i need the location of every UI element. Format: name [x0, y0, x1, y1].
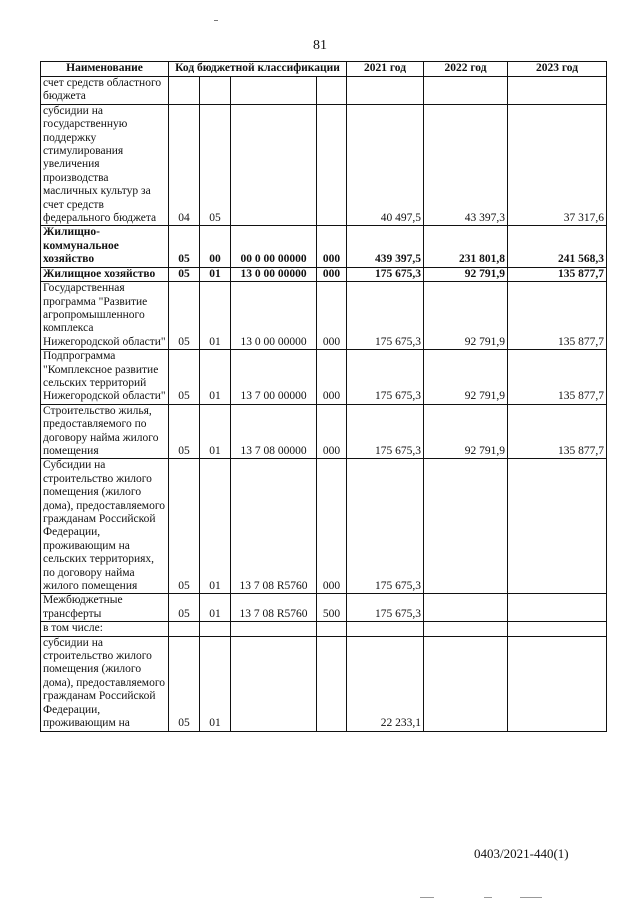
table-row — [41, 459, 607, 594]
cell-expense-type: 000 — [317, 282, 347, 350]
cell-target-article — [231, 77, 317, 105]
cell-section: 05 — [169, 350, 200, 405]
cell-section: 05 — [169, 267, 200, 281]
cell-2021: 175 675,3 — [347, 404, 424, 459]
cell-2022 — [424, 636, 508, 731]
cell-target-article — [231, 636, 317, 731]
cell-2022: 92 791,9 — [424, 350, 508, 405]
header-2022: 2022 год — [424, 62, 508, 77]
table-body — [41, 77, 607, 732]
cell-2022: 231 801,8 — [424, 226, 508, 267]
cell-section: 05 — [169, 226, 200, 267]
cell-expense-type — [317, 104, 347, 226]
table-row — [41, 226, 607, 267]
cell-2022 — [424, 622, 508, 636]
cell-name: субсидии на государственную поддержку стимулирования увеличения производства масличных культур за счет средств федерального бюджета — [41, 104, 169, 226]
cell-2022 — [424, 77, 508, 105]
cell-target-article: 13 7 08 R5760 — [231, 594, 317, 622]
cell-section: 05 — [169, 636, 200, 731]
header-2021: 2021 год — [347, 62, 424, 77]
cell-subsection: 01 — [200, 594, 231, 622]
cell-target-article: 13 0 00 00000 — [231, 267, 317, 281]
table-row — [41, 404, 607, 459]
cell-2023 — [508, 77, 607, 105]
cell-target-article: 00 0 00 00000 — [231, 226, 317, 267]
table-row — [41, 636, 607, 731]
cell-2023: 135 877,7 — [508, 404, 607, 459]
cell-2023: 37 317,6 — [508, 104, 607, 226]
cell-2023: 135 877,7 — [508, 267, 607, 281]
cell-section — [169, 77, 200, 105]
cell-target-article — [231, 104, 317, 226]
cell-expense-type: 000 — [317, 350, 347, 405]
cell-2022: 92 791,9 — [424, 282, 508, 350]
cell-2021: 175 675,3 — [347, 350, 424, 405]
cell-name: Субсидии на строительство жилого помещения (жилого дома), предоставляемого гражданам Российской Федерации, проживающим на сельских территориях, по договору найма жилого помещения — [41, 459, 169, 594]
table-row — [41, 267, 607, 281]
cell-2022 — [424, 594, 508, 622]
scan-mark — [484, 897, 492, 898]
cell-subsection: 01 — [200, 282, 231, 350]
page-number: 81 — [313, 38, 327, 53]
cell-subsection — [200, 622, 231, 636]
cell-2022: 43 397,3 — [424, 104, 508, 226]
cell-target-article: 13 7 08 00000 — [231, 404, 317, 459]
cell-2023 — [508, 622, 607, 636]
cell-expense-type: 500 — [317, 594, 347, 622]
cell-2021: 175 675,3 — [347, 594, 424, 622]
budget-table — [40, 61, 607, 732]
cell-name: Подпрограмма "Комплексное развитие сельских территорий Нижегородской области" — [41, 350, 169, 405]
table-header-row — [41, 62, 607, 77]
header-name: Наименование — [41, 62, 169, 77]
cell-2022: 92 791,9 — [424, 404, 508, 459]
cell-2021 — [347, 622, 424, 636]
table-row — [41, 350, 607, 405]
cell-target-article — [231, 622, 317, 636]
table-row — [41, 77, 607, 105]
scan-tick-mark — [214, 20, 218, 21]
cell-expense-type: 000 — [317, 267, 347, 281]
cell-section: 05 — [169, 282, 200, 350]
table-row — [41, 622, 607, 636]
cell-2021: 40 497,5 — [347, 104, 424, 226]
cell-2023: 241 568,3 — [508, 226, 607, 267]
cell-2021: 175 675,3 — [347, 459, 424, 594]
cell-expense-type: 000 — [317, 226, 347, 267]
cell-2021: 175 675,3 — [347, 282, 424, 350]
cell-subsection: 01 — [200, 350, 231, 405]
cell-expense-type — [317, 77, 347, 105]
cell-section: 05 — [169, 594, 200, 622]
header-code: Код бюджетной классификации — [169, 62, 347, 77]
cell-subsection: 01 — [200, 404, 231, 459]
cell-2023 — [508, 594, 607, 622]
cell-2022 — [424, 459, 508, 594]
cell-section: 05 — [169, 459, 200, 594]
cell-target-article: 13 0 00 00000 — [231, 282, 317, 350]
scan-mark — [420, 897, 434, 898]
cell-expense-type: 000 — [317, 459, 347, 594]
cell-target-article: 13 7 00 00000 — [231, 350, 317, 405]
table-row — [41, 104, 607, 226]
cell-name: Строительство жилья, предоставляемого по договору найма жилого помещения — [41, 404, 169, 459]
cell-section — [169, 622, 200, 636]
cell-name: Жилищное хозяйство — [41, 267, 169, 281]
cell-name: субсидии на строительство жилого помещения (жилого дома), предоставляемого гражданам Российской Федерации, проживающим на — [41, 636, 169, 731]
document-code: 0403/2021-440(1) — [474, 846, 569, 861]
cell-subsection: 05 — [200, 104, 231, 226]
cell-2021: 439 397,5 — [347, 226, 424, 267]
cell-2023: 135 877,7 — [508, 282, 607, 350]
cell-2021: 22 233,1 — [347, 636, 424, 731]
cell-section: 04 — [169, 104, 200, 226]
cell-section: 05 — [169, 404, 200, 459]
scan-mark — [520, 897, 542, 898]
cell-expense-type: 000 — [317, 404, 347, 459]
cell-2023 — [508, 459, 607, 594]
cell-subsection: 01 — [200, 459, 231, 594]
cell-subsection — [200, 77, 231, 105]
cell-name: Жилищно-коммунальное хозяйство — [41, 226, 169, 267]
cell-subsection: 00 — [200, 226, 231, 267]
cell-name: Межбюджетные трансферты — [41, 594, 169, 622]
cell-name: в том числе: — [41, 622, 169, 636]
cell-expense-type — [317, 622, 347, 636]
cell-2021: 175 675,3 — [347, 267, 424, 281]
header-2023: 2023 год — [508, 62, 607, 77]
cell-target-article: 13 7 08 R5760 — [231, 459, 317, 594]
table-row — [41, 282, 607, 350]
cell-name: счет средств областного бюджета — [41, 77, 169, 105]
cell-subsection: 01 — [200, 636, 231, 731]
cell-2021 — [347, 77, 424, 105]
cell-subsection: 01 — [200, 267, 231, 281]
cell-2023 — [508, 636, 607, 731]
cell-expense-type — [317, 636, 347, 731]
cell-2022: 92 791,9 — [424, 267, 508, 281]
cell-2023: 135 877,7 — [508, 350, 607, 405]
table-row — [41, 594, 607, 622]
cell-name: Государственная программа "Развитие агропромышленного комплекса Нижегородской области" — [41, 282, 169, 350]
